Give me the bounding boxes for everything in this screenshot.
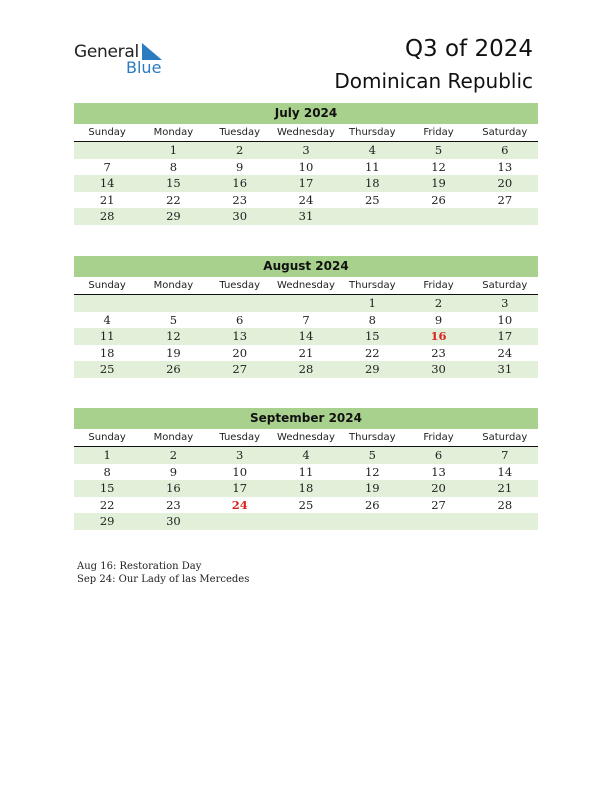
day-cell: 26 [166,362,181,376]
weekday-label: Tuesday [219,127,261,138]
day-cell: 25 [364,192,380,207]
day-cell: 20 [497,176,513,190]
day-cell: 28 [298,362,314,376]
month-july [74,103,538,225]
weekday-label: Sunday [88,280,126,291]
weekday-label: Tuesday [219,432,261,443]
logo-text-blue: Blue [126,58,162,77]
day-cell: 6 [501,143,509,157]
empty-day-cell [405,208,471,225]
day-cell: 12 [166,329,181,343]
logo-text-general: General [74,42,139,62]
day-cell: 21 [99,192,115,207]
day-cell: 3 [302,143,310,157]
day-cell: 13 [431,464,446,479]
day-cell: 10 [497,312,513,327]
weekday-label: Saturday [482,280,528,291]
empty-day-cell [207,295,273,312]
weekday-label: Saturday [482,432,528,443]
day-cell: 5 [169,312,178,327]
week-row [74,312,538,329]
empty-day-cell [207,513,273,530]
weekday-label: Wednesday [277,432,335,443]
day-cell: 5 [368,448,376,462]
day-cell: 19 [364,481,380,495]
day-cell: 16 [232,176,248,190]
weekday-label: Thursday [349,127,396,138]
weekday-label: Sunday [88,432,126,443]
weekday-label: Sunday [88,127,126,138]
day-cell: 22 [166,192,181,207]
month-title: August 2024 [74,256,538,277]
day-cell: 17 [298,176,314,190]
day-cell: 6 [434,448,443,462]
weekday-label: Saturday [482,127,528,138]
day-cell: 15 [99,481,115,495]
day-cell: 7 [302,312,310,327]
day-cell: 21 [497,481,513,495]
day-cell: 2 [169,448,178,462]
empty-day-cell [140,295,206,312]
day-cell: 1 [169,143,178,157]
day-cell: 10 [232,464,248,479]
day-cell: 15 [166,176,181,190]
day-cell: 21 [298,345,314,360]
day-cell: 18 [99,345,115,360]
weekday-header-row [74,429,538,447]
day-cell: 30 [166,514,181,528]
day-cell: 11 [298,464,314,479]
week-row [74,497,538,514]
empty-day-cell [74,142,140,159]
day-cell: 23 [431,345,446,360]
day-cell: 23 [166,497,181,512]
day-cell: 14 [99,176,115,190]
day-cell: 22 [364,345,380,360]
day-cell: 23 [232,192,248,207]
day-cell: 9 [434,312,443,327]
day-cell: 24 [298,192,314,207]
day-cell: 25 [99,362,115,376]
holiday-day-cell: 16 [430,329,447,343]
weekday-label: Monday [153,280,194,291]
day-cell: 4 [302,448,310,462]
day-cell: 28 [497,497,513,512]
week-row [74,295,538,312]
day-cell: 27 [431,497,446,512]
day-cell: 17 [497,329,513,343]
day-cell: 3 [501,296,509,310]
day-cell: 19 [166,345,181,360]
week-row [74,208,538,225]
weekday-header-row [74,277,538,295]
page-title: Q3 of 2024 [404,36,533,62]
brand-logo [74,42,174,78]
day-cell: 8 [103,464,111,479]
empty-day-cell [472,208,538,225]
month-august [74,256,538,378]
week-row [74,361,538,378]
day-cell: 26 [364,497,380,512]
empty-day-cell [339,208,405,225]
week-row [74,192,538,209]
weekday-label: Friday [423,280,454,291]
week-row [74,175,538,192]
holiday-day-cell: 24 [231,497,248,512]
month-title: September 2024 [74,408,538,429]
weekday-label: Wednesday [277,127,335,138]
day-cell: 3 [236,448,244,462]
weekday-label: Thursday [349,280,396,291]
day-cell: 14 [497,464,513,479]
holiday-note: Aug 16: Restoration Day [77,561,202,572]
day-cell: 7 [501,448,509,462]
empty-day-cell [339,513,405,530]
day-cell: 6 [236,312,244,327]
week-row [74,513,538,530]
day-cell: 8 [169,159,178,174]
month-title: July 2024 [74,103,538,124]
weekday-label: Wednesday [277,280,335,291]
weekday-label: Monday [153,127,194,138]
month-september [74,408,538,530]
holiday-notes [77,560,249,586]
weekday-label: Tuesday [219,280,261,291]
day-cell: 19 [431,176,446,190]
day-cell: 22 [99,497,115,512]
day-cell: 30 [232,209,248,223]
day-cell: 27 [497,192,513,207]
day-cell: 4 [103,312,111,327]
day-cell: 11 [99,329,115,343]
weekday-label: Monday [153,432,194,443]
week-row [74,480,538,497]
weekday-label: Friday [423,127,454,138]
day-cell: 25 [298,497,314,512]
week-row [74,328,538,345]
day-cell: 29 [99,514,115,528]
week-row [74,142,538,159]
empty-day-cell [273,295,339,312]
day-cell: 18 [364,176,380,190]
empty-day-cell [472,513,538,530]
weekday-header-row [74,124,538,142]
day-cell: 31 [298,209,314,223]
empty-day-cell [74,295,140,312]
week-row [74,447,538,464]
day-cell: 7 [103,159,111,174]
day-cell: 29 [364,362,380,376]
day-cell: 10 [298,159,314,174]
day-cell: 24 [497,345,513,360]
day-cell: 1 [368,296,376,310]
day-cell: 26 [431,192,446,207]
week-row [74,159,538,176]
day-cell: 31 [497,362,513,376]
day-cell: 12 [364,464,380,479]
day-cell: 1 [103,448,111,462]
day-cell: 8 [368,312,376,327]
day-cell: 13 [497,159,513,174]
day-cell: 28 [99,209,115,223]
page-subtitle: Dominican Republic [334,69,533,93]
holiday-note: Sep 24: Our Lady of las Mercedes [77,574,250,585]
week-row [74,464,538,481]
weekday-label: Friday [423,432,454,443]
empty-day-cell [405,513,471,530]
week-row [74,345,538,362]
day-cell: 4 [368,143,376,157]
day-cell: 16 [166,481,181,495]
day-cell: 18 [298,481,314,495]
day-cell: 9 [169,464,178,479]
day-cell: 13 [232,329,248,343]
day-cell: 30 [431,362,446,376]
day-cell: 17 [232,481,248,495]
empty-day-cell [273,513,339,530]
day-cell: 15 [364,329,380,343]
day-cell: 29 [166,209,181,223]
weekday-label: Thursday [349,432,396,443]
day-cell: 27 [232,362,248,376]
day-cell: 12 [431,159,446,174]
day-cell: 5 [434,143,443,157]
day-cell: 20 [431,481,446,495]
day-cell: 11 [364,159,380,174]
day-cell: 2 [434,296,443,310]
day-cell: 20 [232,345,248,360]
day-cell: 2 [236,143,244,157]
day-cell: 14 [298,329,314,343]
day-cell: 9 [236,159,244,174]
